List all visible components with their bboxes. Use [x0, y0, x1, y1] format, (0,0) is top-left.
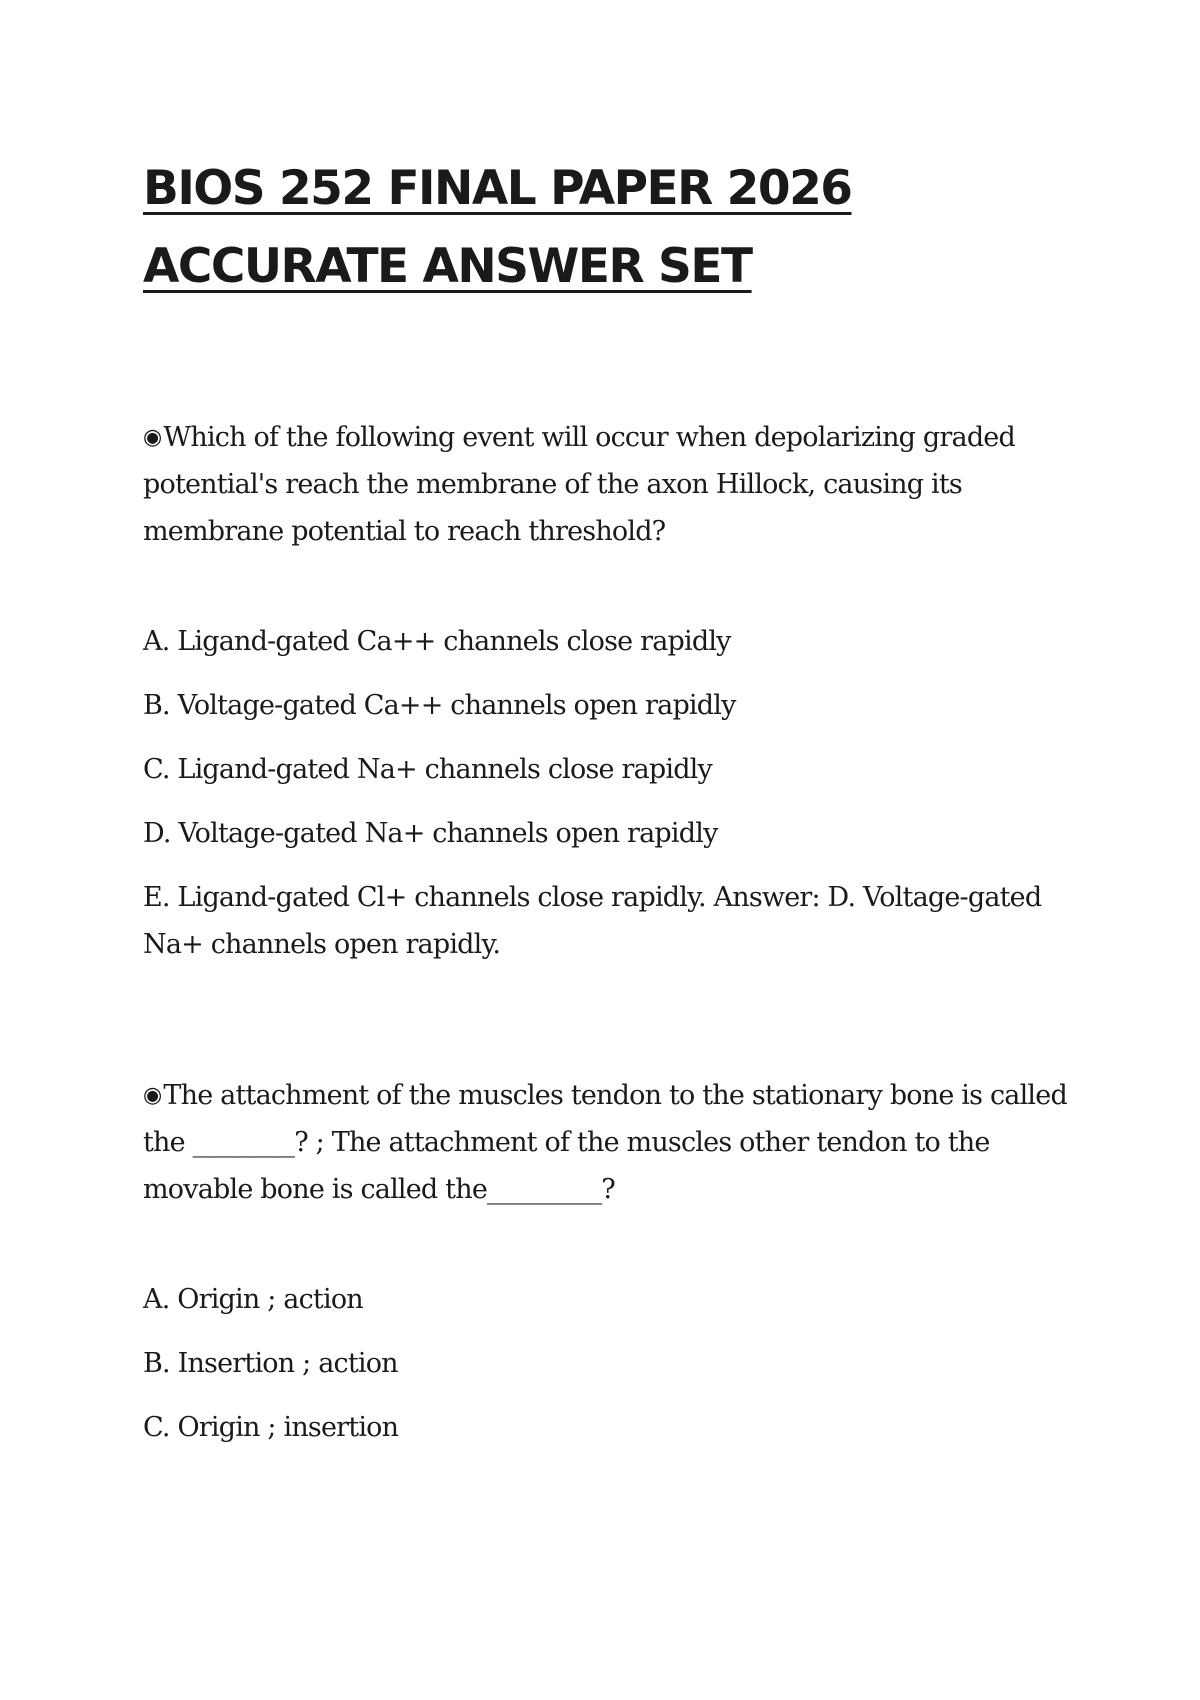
- option-item: C. Ligand-gated Na+ channels close rapidly: [143, 754, 712, 785]
- option-item: A. Ligand-gated Ca++ channels close rapidly: [143, 626, 731, 657]
- document-title: [143, 150, 1083, 306]
- document-title-text: BIOS 252 FINAL PAPER 2026 ACCURATE ANSWER SET: [143, 161, 852, 294]
- option-item: D. Voltage-gated Na+ channels open rapidly: [143, 818, 718, 849]
- radio-bullet-icon: ◉: [143, 425, 162, 450]
- question-2-options: [143, 1276, 1093, 1468]
- question-1-text: Which of the following event will occur when depolarizing graded potential's reach the membrane of the axon Hillock, causing its membrane potential to reach threshold?: [143, 422, 1015, 547]
- option-item: B. Insertion ; action: [143, 1348, 398, 1379]
- question-2-text: The attachment of the muscles tendon to the stationary bone is called the ________? ; The attachment of the muscles other tendon to the movable bone is called the_________?: [143, 1080, 1067, 1205]
- option-item: B. Voltage-gated Ca++ channels open rapidly: [143, 690, 736, 721]
- question-1: [143, 414, 1083, 555]
- option-item-with-answer: E. Ligand-gated Cl+ channels close rapidly. Answer: D. Voltage-gated Na+ channels open rapidly.: [143, 882, 1042, 960]
- option-item: C. Origin ; insertion: [143, 1412, 399, 1443]
- question-1-options: [143, 618, 1093, 985]
- question-2: [143, 1072, 1083, 1213]
- option-item: A. Origin ; action: [143, 1284, 363, 1315]
- radio-bullet-icon: ◉: [143, 1083, 162, 1108]
